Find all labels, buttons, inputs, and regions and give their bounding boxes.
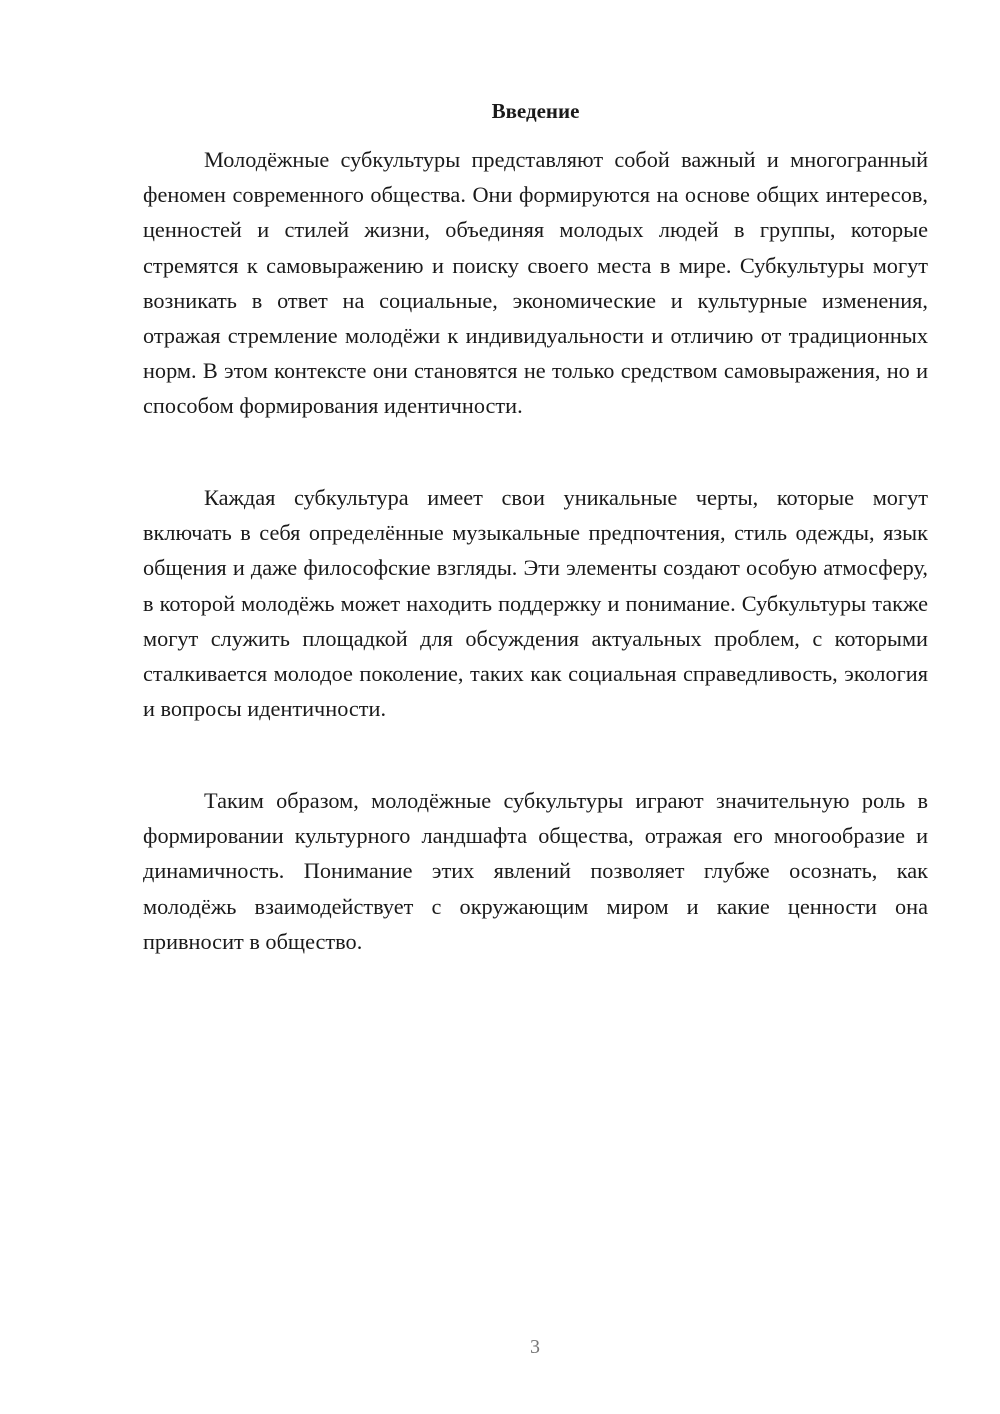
section-heading: Введение (491, 99, 580, 123)
paragraph-intro: Молодёжные субкультуры представляют собой важный и многогранный феномен современного общества. Они формируются на основе общих интересов, ценностей и стилей жизни, объединяя молодых людей в группы, которые стремятся к самовыражению и поиску своего места в мире. Субкультуры могут возникать в ответ на социальные, экономические и культурные изменения, отражая стремление молодёжи к индивидуальности и отличию от традиционных норм. В этом контексте они становятся не только средством самовыражения, но и способом формирования идентичности. (143, 147, 928, 419)
paragraph-conclusion: Таким образом, молодёжные субкультуры играют значительную роль в формировании культурного ландшафта общества, отражая его многообразие и динамичность. Понимание этих явлений позволяет глубже осознать, как молодёжь взаимодействует с окружающим миром и какие ценности она привносит в общество. (143, 788, 928, 954)
page-number: 3 (530, 1336, 540, 1358)
paragraph-features: Каждая субкультура имеет свои уникальные черты, которые могут включать в себя определённые музыкальные предпочтения, стиль одежды, язык общения и даже философские взгляды. Эти элементы создают особую атмосферу, в которой молодёжь может находить поддержку и понимание. Субкультуры также могут служить площадкой для обсуждения актуальных проблем, с которыми сталкивается молодое поколение, таких как социальная справедливость, экология и вопросы идентичности. (143, 485, 928, 722)
